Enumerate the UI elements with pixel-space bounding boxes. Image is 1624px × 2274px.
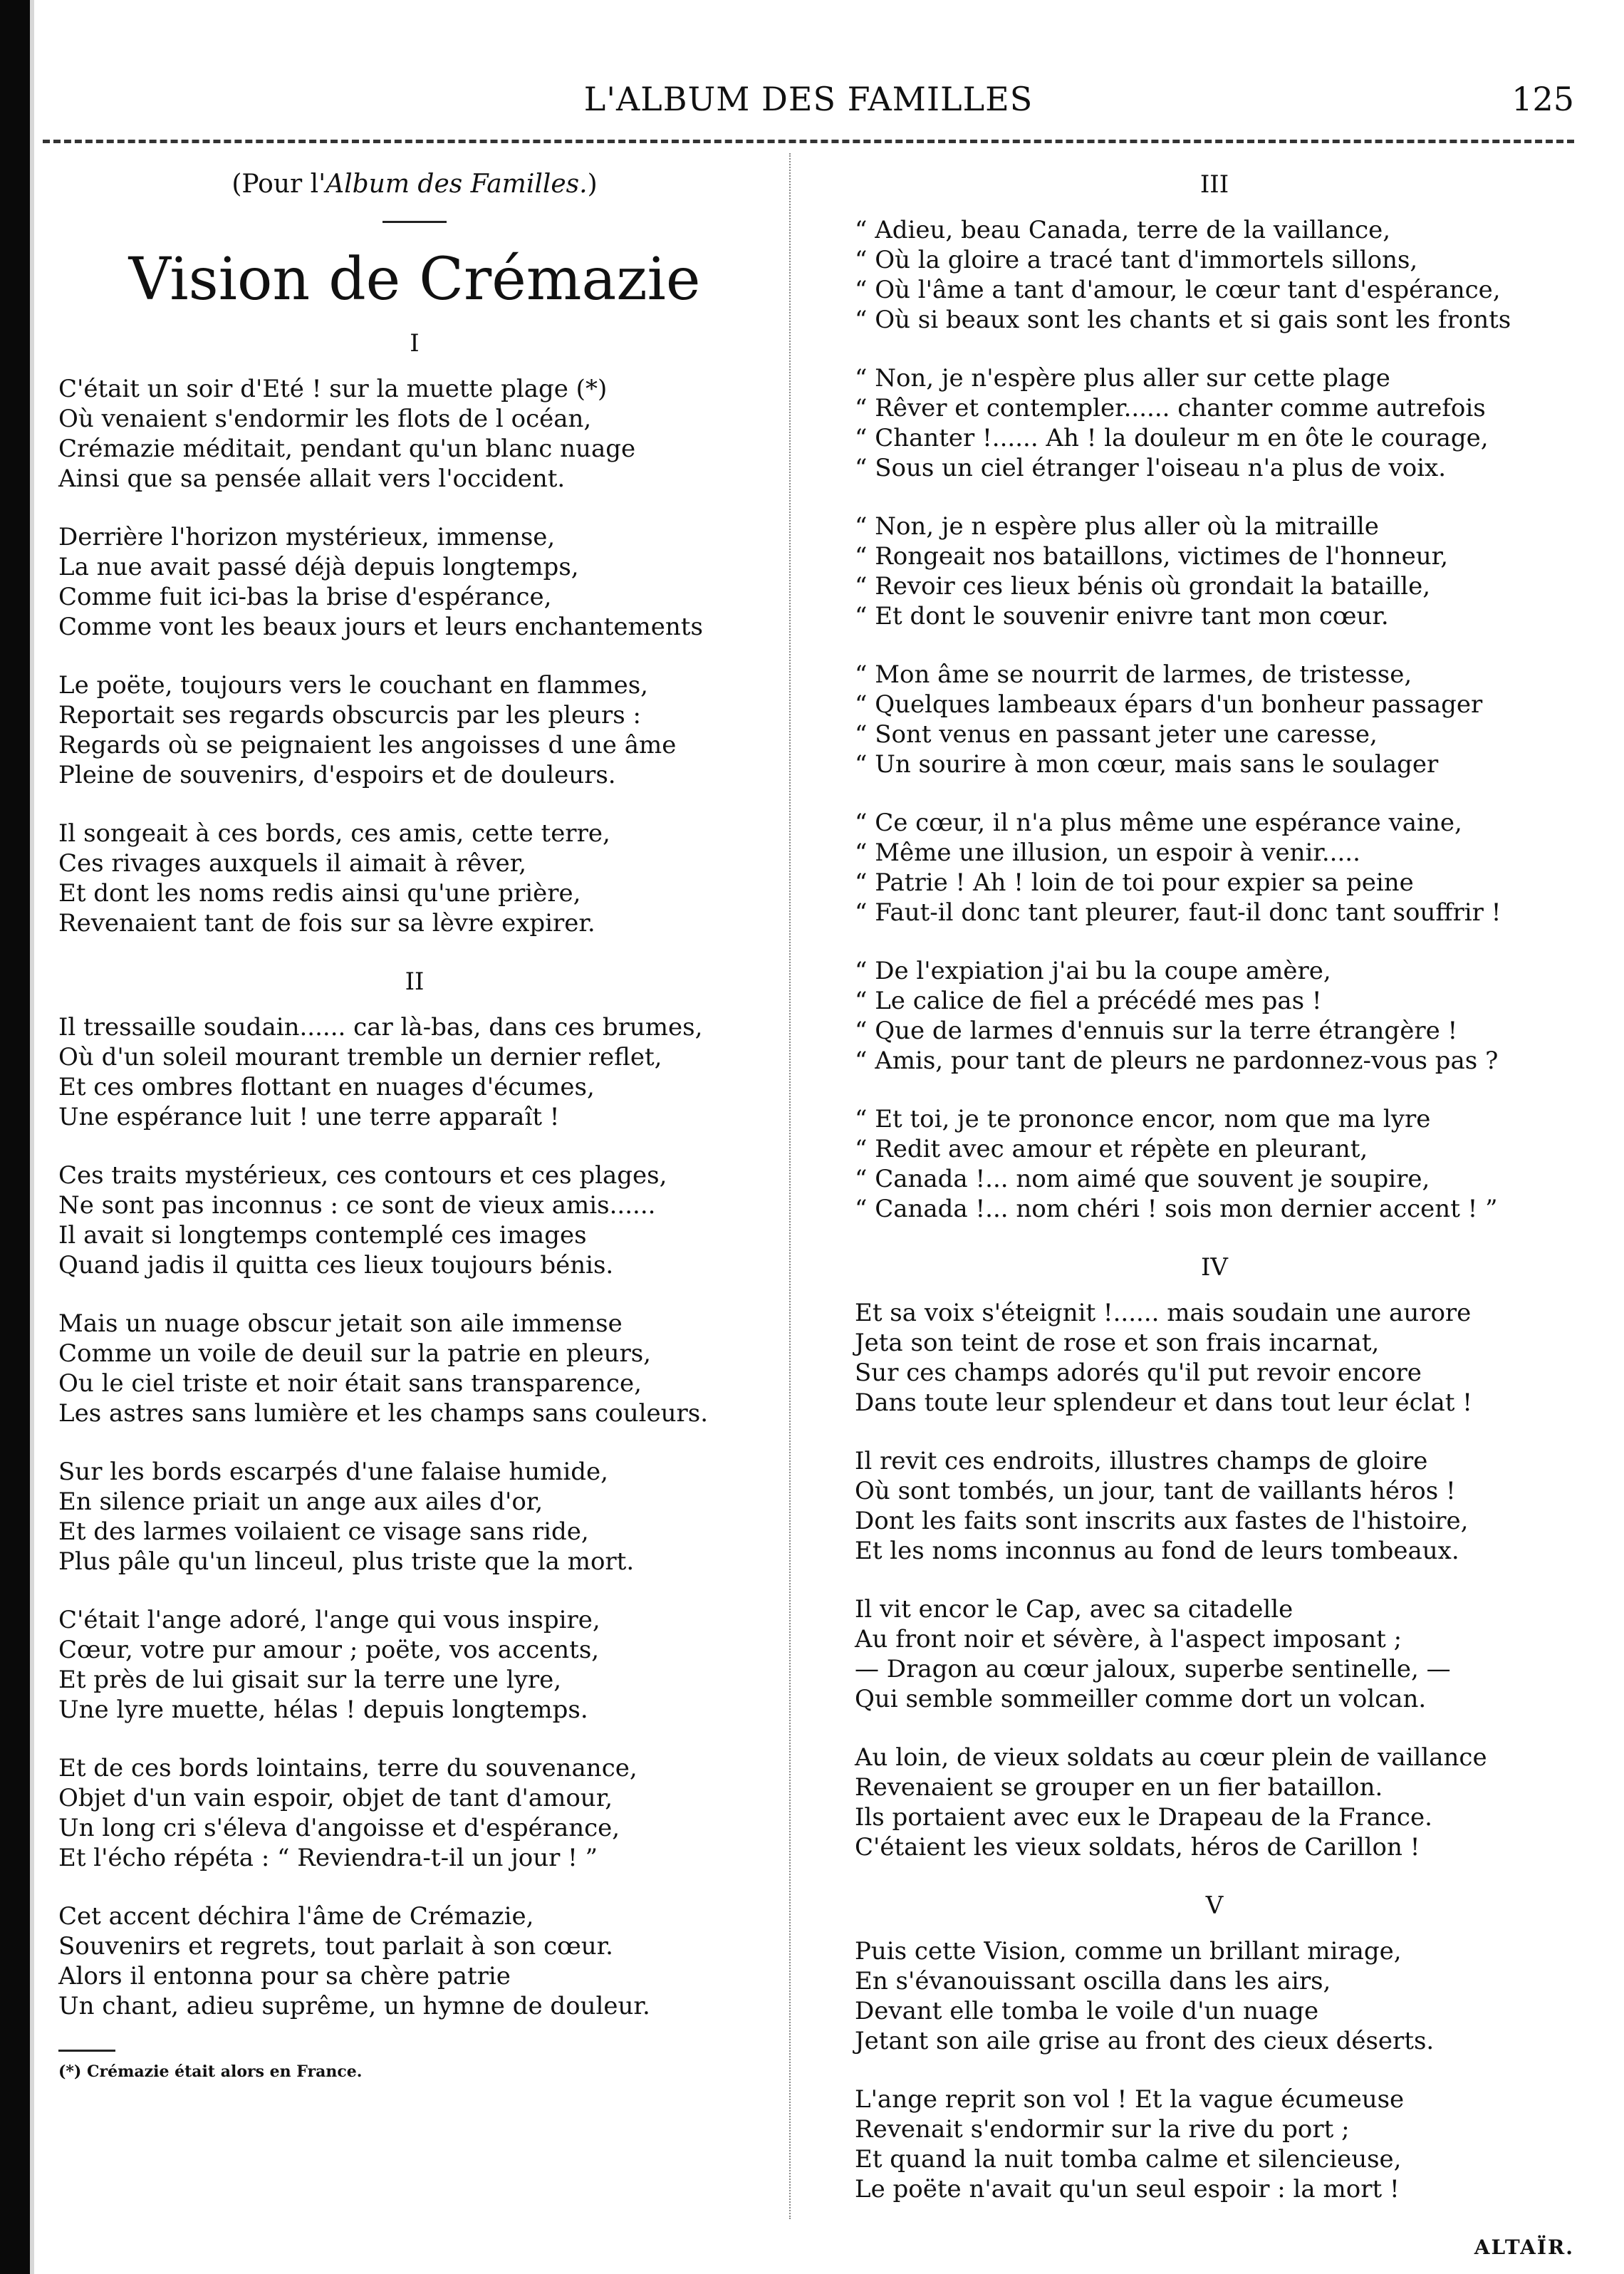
verse-line: Plus pâle qu'un linceul, plus triste que la mort. (58, 1547, 635, 1576)
stanza (58, 1457, 771, 1577)
verse-line: “ De l'expiation j'ai bu la coupe amère, (855, 957, 1331, 985)
verse-line: Ainsi que sa pensée allait vers l'occident. (58, 464, 566, 493)
stanza (58, 1012, 771, 1132)
verse-line: Au loin, de vieux soldats au cœur plein de vaillance (855, 1743, 1487, 1772)
verse-line: “ Rêver et contempler...... chanter comme autrefois (855, 394, 1486, 422)
verse-line: “ Adieu, beau Canada, terre de la vaillance, (855, 216, 1391, 244)
verse-line: Jetant son aile grise au front des cieux déserts. (855, 2027, 1435, 2055)
verse-line: Qui semble sommeiller comme dort un volcan. (855, 1685, 1427, 1713)
verse-line: “ Même une illusion, un espoir à venir..... (855, 839, 1360, 867)
stanza (58, 1309, 771, 1428)
verse-line: L'ange reprit son vol ! Et la vague écumeuse (855, 2085, 1405, 2114)
verse-line: “ Non, je n espère plus aller où la mitraille (855, 512, 1379, 541)
stanza (855, 512, 1574, 631)
verse-line: Comme vont les beaux jours et leurs enchantements (58, 613, 703, 641)
verse-line: La nue avait passé déjà depuis longtemps, (58, 553, 579, 581)
stanzas-II (58, 1012, 771, 2021)
verse-line: “ Où si beaux sont les chants et si gais sont les fronts (855, 306, 1511, 334)
verse-line: Cœur, votre pur amour ; poëte, vos accents, (58, 1636, 600, 1664)
verse-line: “ Et toi, je te prononce encor, nom que ma lyre (855, 1105, 1431, 1133)
verse-line: Derrière l'horizon mystérieux, immense, (58, 523, 556, 551)
verse-line: Jeta son teint de rose et son frais incarnat, (855, 1329, 1380, 1357)
verse-line: Comme un voile de deuil sur la patrie en pleurs, (58, 1339, 651, 1368)
footnote: (*) Crémazie était alors en France. (58, 2062, 363, 2081)
verse-line: Et ces ombres flottant en nuages d'écumes, (58, 1073, 595, 1101)
stanza (855, 1743, 1574, 1862)
verse-line: Devant elle tomba le voile d'un nuage (855, 1997, 1319, 2025)
verse-line: C'étaient les vieux soldats, héros de Carillon ! (855, 1833, 1420, 1862)
verse-line: C'était un soir d'Eté ! sur la muette plage (*) (58, 375, 608, 403)
poem-title: Vision de Crémazie (128, 246, 701, 313)
verse-line: Ou le ciel triste et noir était sans transparence, (58, 1369, 642, 1398)
stanza (58, 819, 771, 938)
verse-line: “ Où la gloire a tracé tant d'immortels sillons, (855, 246, 1418, 274)
section-number-II: II (405, 967, 425, 996)
page-number: 125 (1511, 80, 1574, 118)
stanza (58, 522, 771, 642)
verse-line: Dans toute leur splendeur et dans tout leur éclat ! (855, 1388, 1472, 1417)
stanza (58, 670, 771, 790)
verse-line: Revenait s'endormir sur la rive du port ; (855, 2115, 1350, 2144)
stanza (855, 1594, 1574, 1714)
verse-line: Ces traits mystérieux, ces contours et ces plages, (58, 1161, 667, 1190)
verse-line: Dont les faits sont inscrits aux fastes de l'histoire, (855, 1507, 1469, 1535)
verse-line: “ Non, je n'espère plus aller sur cette plage (855, 364, 1390, 393)
stanzas-III (855, 215, 1574, 1224)
stanza (855, 2084, 1574, 2204)
stanza (58, 1901, 771, 2021)
stanza (58, 1753, 771, 1873)
stanza (855, 1446, 1574, 1566)
verse-line: Revenaient se grouper en un fier bataillon. (855, 1773, 1383, 1802)
stanza (855, 363, 1574, 483)
verse-line: Reportait ses regards obscurcis par les pleurs : (58, 701, 642, 730)
stanza (58, 1605, 771, 1725)
verse-line: Revenaient tant de fois sur sa lèvre expirer. (58, 909, 595, 938)
verse-line: “ Le calice de fiel a précédé mes pas ! (855, 987, 1322, 1015)
verse-line: Ces rivages auxquels il aimait à rêver, (58, 849, 527, 878)
verse-line: Il avait si longtemps contemplé ces images (58, 1221, 587, 1250)
verse-line: Quand jadis il quitta ces lieux toujours bénis. (58, 1251, 614, 1279)
verse-line: — Dragon au cœur jaloux, superbe sentinelle, — (855, 1655, 1451, 1683)
stanza (855, 1936, 1574, 2056)
verse-line: Mais un nuage obscur jetait son aile immense (58, 1309, 623, 1338)
verse-line: “ Un sourire à mon cœur, mais sans le soulager (855, 750, 1439, 779)
verse-line: Et l'écho répéta : “ Reviendra-t-il un jour ! ” (58, 1844, 598, 1872)
verse-line: “ Revoir ces lieux bénis où grondait la bataille, (855, 572, 1431, 601)
source-note-suffix: ) (587, 170, 598, 199)
verse-line: Et de ces bords lointains, terre du souvenance, (58, 1754, 637, 1782)
stanza (855, 660, 1574, 779)
verse-line: Le poëte n'avait qu'un seul espoir : la mort ! (855, 2175, 1400, 2203)
verse-line: Au front noir et sévère, à l'aspect imposant ; (855, 1625, 1402, 1653)
right-column (855, 170, 1574, 2263)
verse-line: Objet d'un vain espoir, objet de tant d'amour, (58, 1784, 613, 1812)
verse-line: “ Chanter !...... Ah ! la douleur m en ôte le courage, (855, 424, 1489, 452)
stanza (855, 808, 1574, 928)
verse-line: “ Quelques lambeaux épars d'un bonheur passager (855, 690, 1483, 719)
stanza (855, 956, 1574, 1076)
header-rule (43, 140, 1574, 143)
verse-line: Et les noms inconnus au fond de leurs tombeaux. (855, 1537, 1459, 1565)
verse-line: Et quand la nuit tomba calme et silencieuse, (855, 2145, 1402, 2174)
running-title: L'ALBUM DES FAMILLES (583, 80, 1034, 118)
verse-line: Où venaient s'endormir les flots de l océan, (58, 405, 592, 433)
verse-line: Cet accent déchira l'âme de Crémazie, (58, 1902, 534, 1931)
source-note-italic: Album des Familles. (326, 170, 588, 199)
verse-line: Sur ces champs adorés qu'il put revoir encore (855, 1359, 1422, 1387)
verse-line: Les astres sans lumière et les champs sans couleurs. (58, 1399, 709, 1428)
verse-line: “ Canada !... nom chéri ! sois mon dernier accent ! ” (855, 1195, 1498, 1223)
stanza (58, 1161, 771, 1280)
verse-line: En s'évanouissant oscilla dans les airs, (855, 1967, 1331, 1995)
source-note-prefix: (Pour l' (231, 170, 326, 199)
verse-line: “ Patrie ! Ah ! loin de toi pour expier sa peine (855, 868, 1414, 897)
verse-line: “ Canada !... nom aimé que souvent je soupire, (855, 1165, 1430, 1193)
verse-line: Pleine de souvenirs, d'espoirs et de douleurs. (58, 761, 616, 789)
verse-line: Où sont tombés, un jour, tant de vaillants héros ! (855, 1477, 1456, 1505)
section-number-V: V (1205, 1891, 1224, 1920)
verse-line: Souvenirs et regrets, tout parlait à son cœur. (58, 1932, 613, 1961)
verse-line: Une lyre muette, hélas ! depuis longtemps. (58, 1696, 588, 1724)
verse-line: Il vit encor le Cap, avec sa citadelle (855, 1595, 1294, 1624)
verse-line: Un long cri s'éleva d'angoisse et d'espérance, (58, 1814, 620, 1842)
book-binding-edge (0, 0, 30, 2274)
verse-line: Il revit ces endroits, illustres champs de gloire (855, 1447, 1428, 1475)
verse-line: “ Ce cœur, il n'a plus même une espérance vaine, (855, 809, 1462, 837)
verse-line: Puis cette Vision, comme un brillant mirage, (855, 1937, 1402, 1966)
stanza (855, 1298, 1574, 1418)
page-gutter (30, 0, 34, 2274)
author-signature: ALTAÏR. (1474, 2236, 1574, 2259)
stanzas-IV (855, 1298, 1574, 1862)
section-number-III: III (1199, 170, 1229, 199)
verse-line: “ Et dont le souvenir enivre tant mon cœur. (855, 602, 1389, 630)
stanza (855, 215, 1574, 335)
verse-line: En silence priait un ange aux ailes d'or, (58, 1488, 543, 1516)
verse-line: Le poëte, toujours vers le couchant en flammes, (58, 671, 648, 700)
verse-line: Et des larmes voilaient ce visage sans ride, (58, 1517, 589, 1546)
verse-line: Ne sont pas inconnus : ce sont de vieux amis...... (58, 1191, 656, 1220)
verse-line: Ils portaient avec eux le Drapeau de la France. (855, 1803, 1432, 1832)
verse-line: Une espérance luit ! une terre apparaît ! (58, 1103, 560, 1131)
verse-line: Regards où se peignaient les angoisses d une âme (58, 731, 677, 759)
stanza (58, 374, 771, 494)
title-rule (382, 221, 447, 223)
footnote-rule (58, 2050, 115, 2052)
verse-line: Sur les bords escarpés d'une falaise humide, (58, 1458, 608, 1486)
verse-line: Alors il entonna pour sa chère patrie (58, 1962, 511, 1990)
verse-line: “ Amis, pour tant de pleurs ne pardonnez-vous pas ? (855, 1047, 1499, 1075)
section-number-I: I (410, 329, 420, 358)
verse-line: Comme fuit ici-bas la brise d'espérance, (58, 583, 552, 611)
verse-line: Un chant, adieu suprême, un hymne de douleur. (58, 1992, 650, 2020)
verse-line: Où d'un soleil mourant tremble un dernier reflet, (58, 1043, 662, 1071)
verse-line: “ Faut-il donc tant pleurer, faut-il donc tant souffrir ! (855, 898, 1501, 927)
verse-line: “ Que de larmes d'ennuis sur la terre étrangère ! (855, 1017, 1458, 1045)
verse-line: Il songeait à ces bords, ces amis, cette terre, (58, 819, 610, 848)
verse-line: C'était l'ange adoré, l'ange qui vous inspire, (58, 1606, 600, 1634)
verse-line: “ Sont venus en passant jeter une caresse, (855, 720, 1378, 749)
verse-line: “ Où l'âme a tant d'amour, le cœur tant d'espérance, (855, 276, 1501, 304)
verse-line: “ Sous un ciel étranger l'oiseau n'a plus de voix. (855, 454, 1447, 482)
verse-line: “ Redit avec amour et répète en pleurant, (855, 1135, 1368, 1163)
verse-line: Et dont les noms redis ainsi qu'une prière, (58, 879, 581, 908)
verse-line: “ Mon âme se nourrit de larmes, de tristesse, (855, 660, 1412, 689)
verse-line: Et près de lui gisait sur la terre une lyre, (58, 1666, 562, 1694)
left-column (58, 170, 771, 2082)
column-divider (789, 153, 791, 2219)
page-header (43, 80, 1574, 137)
section-number-IV: IV (1201, 1253, 1228, 1282)
verse-line: Crémazie méditait, pendant qu'un blanc nuage (58, 435, 636, 463)
verse-line: Et sa voix s'éteignit !...... mais soudain une aurore (855, 1299, 1472, 1327)
stanza (855, 1104, 1574, 1224)
stanzas-I (58, 374, 771, 938)
verse-line: “ Rongeait nos bataillons, victimes de l'honneur, (855, 542, 1448, 571)
source-note (58, 170, 771, 199)
stanzas-V (855, 1936, 1574, 2204)
verse-line: Il tressaille soudain...... car là-bas, dans ces brumes, (58, 1013, 703, 1042)
